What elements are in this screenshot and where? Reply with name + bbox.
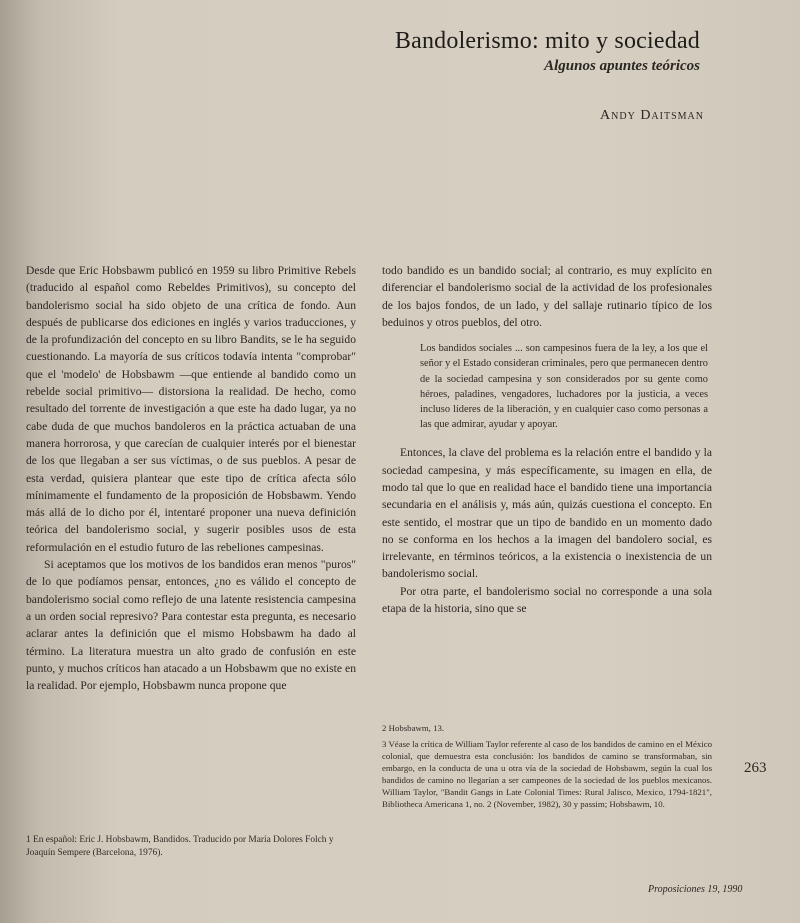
footnote: 3 Véase la crítica de William Taylor referente al caso de los bandidos de camino en el México colonial, que demuestra esta conclusión: los bandidos de camino se transformaban, sin embargo, en la conducta de una u otra vía de la sociedad de Hobsbawm, según la cual los bandidos de camino no llegarían a ser campeones de la sociedad de los pueblos mexicanos. William Taylor, "Bandit Gangs in Late Colonial Times: Rural Jalisco, Mexico, 1794-1821", Bibliotheca Americana 1, no. 2 (November, 1982), 30 y passim; Hobsbawm, 10. — [382, 739, 713, 809]
body-paragraph: Desde que Eric Hobsbawm publicó en 1959 su libro Primitive Rebels (traducido al español como Rebeldes Primitivos), su concepto del bandolerismo social ha sido objeto de una crítica de fondo. Aun después de publicarse dos ediciones en inglés y varios traducciones, y de la profundización del concepto en su libro Bandits, se le ha seguido cuestionando. La mayoría de sus críticos todavía intenta "comprobar" que el 'modelo' de Hobsbawm —que entiende al bandido como un rebelde social primitivo— distorsiona la realidad. De hecho, como resultado del torrente de investigación a que este ha dado lugar, ya no cabe duda de que muchos bandoleros en la práctica actuaban de una manera horrorosa, y que carecían de cualquier interés por el bienestar de los que llegaban a ser sus víctimas, o de sus pueblos. A pesar de esta verdad, quisiera plantear que este tipo de crítica afecta sólo mínimamente el fundamento de la proposición de Hobsbawm. Yendo más allá de lo dicho por él, intentaré proponer una nueva definición teórica del bandolerismo social, y sugerir posibles usos de esta reformulación en el estudio futuro de las rebeliones campesinas. — [26, 264, 356, 554]
body-paragraph: Entonces, la clave del problema es la relación entre el bandido y la sociedad campesina, y más específicamente, su imagen en ella, de modo tal que lo que en realidad hace el bandido tiene una importancia secundaria en el análisis y, más aún, quizás cuestiona el concepto. En este sentido, el mostrar que un tipo de bandido en un momento dado no se conforma en los hechos a la imagen del bandolero social, es irrelevante, en términos teóricos, a la existencia o inexistencia de un bandolerismo social. — [382, 446, 712, 581]
article-title: Bandolerismo: mito y sociedad — [394, 28, 700, 54]
left-column — [26, 262, 356, 694]
footnote: 1 En español: Eric J. Hobsbawm, Bandidos. Traducido por María Dolores Folch y Joaquín Sempere (Barcelona, 1976). — [26, 835, 334, 858]
article-subtitle: Algunos apuntes teóricos — [544, 58, 700, 74]
article-author: Andy Daitsman — [600, 108, 704, 123]
footnotes-right — [382, 722, 712, 814]
footnote: 2 Hobsbawm, 13. — [382, 723, 445, 733]
right-column — [382, 262, 712, 617]
journal-footer: Proposiciones 19, 1990 — [648, 884, 743, 895]
body-paragraph: todo bandido es un bandido social; al contrario, es muy explícito en diferenciar el bandolerismo social de la actividad de los profesionales de los bajos fondos, de un lado, y del sallaje rutinario típico de los beduinos y otros pueblos, del otro. — [382, 264, 712, 329]
page-number: 263 — [744, 760, 767, 776]
body-paragraph: Si aceptamos que los motivos de los bandidos eran menos "puros" de lo que podíamos pensar, entonces, ¿no es válido el concepto de bandolerismo social como reflejo de una latente resistencia campesina a un orden social represivo? Para contestar esta pregunta, es necesario aclarar antes la definición que el mismo Hobsbawm ha dado al término. La literatura muestra un alto grado de confusión en este punto, y muchos críticos han atacado a un Hobsbawm que no existe en la realidad. Por ejemplo, Hobsbawm nunca propone que — [26, 558, 356, 693]
body-paragraph: Por otra parte, el bandolerismo social no corresponde a una sola etapa de la historia, sino que se — [382, 584, 712, 616]
block-quote: Los bandidos sociales ... son campesinos fuera de la ley, a los que el señor y el Estado consideran criminales, pero que permanecen dentro de la sociedad campesina y son considerados por su gente como héroes, paladines, vengadores, luchadores por la justicia, a veces incluso líderes de la liberación, y en cualquier caso como personas a las que admirar, ayudar y apoyar. — [420, 343, 708, 431]
blank-space — [0, 140, 800, 250]
